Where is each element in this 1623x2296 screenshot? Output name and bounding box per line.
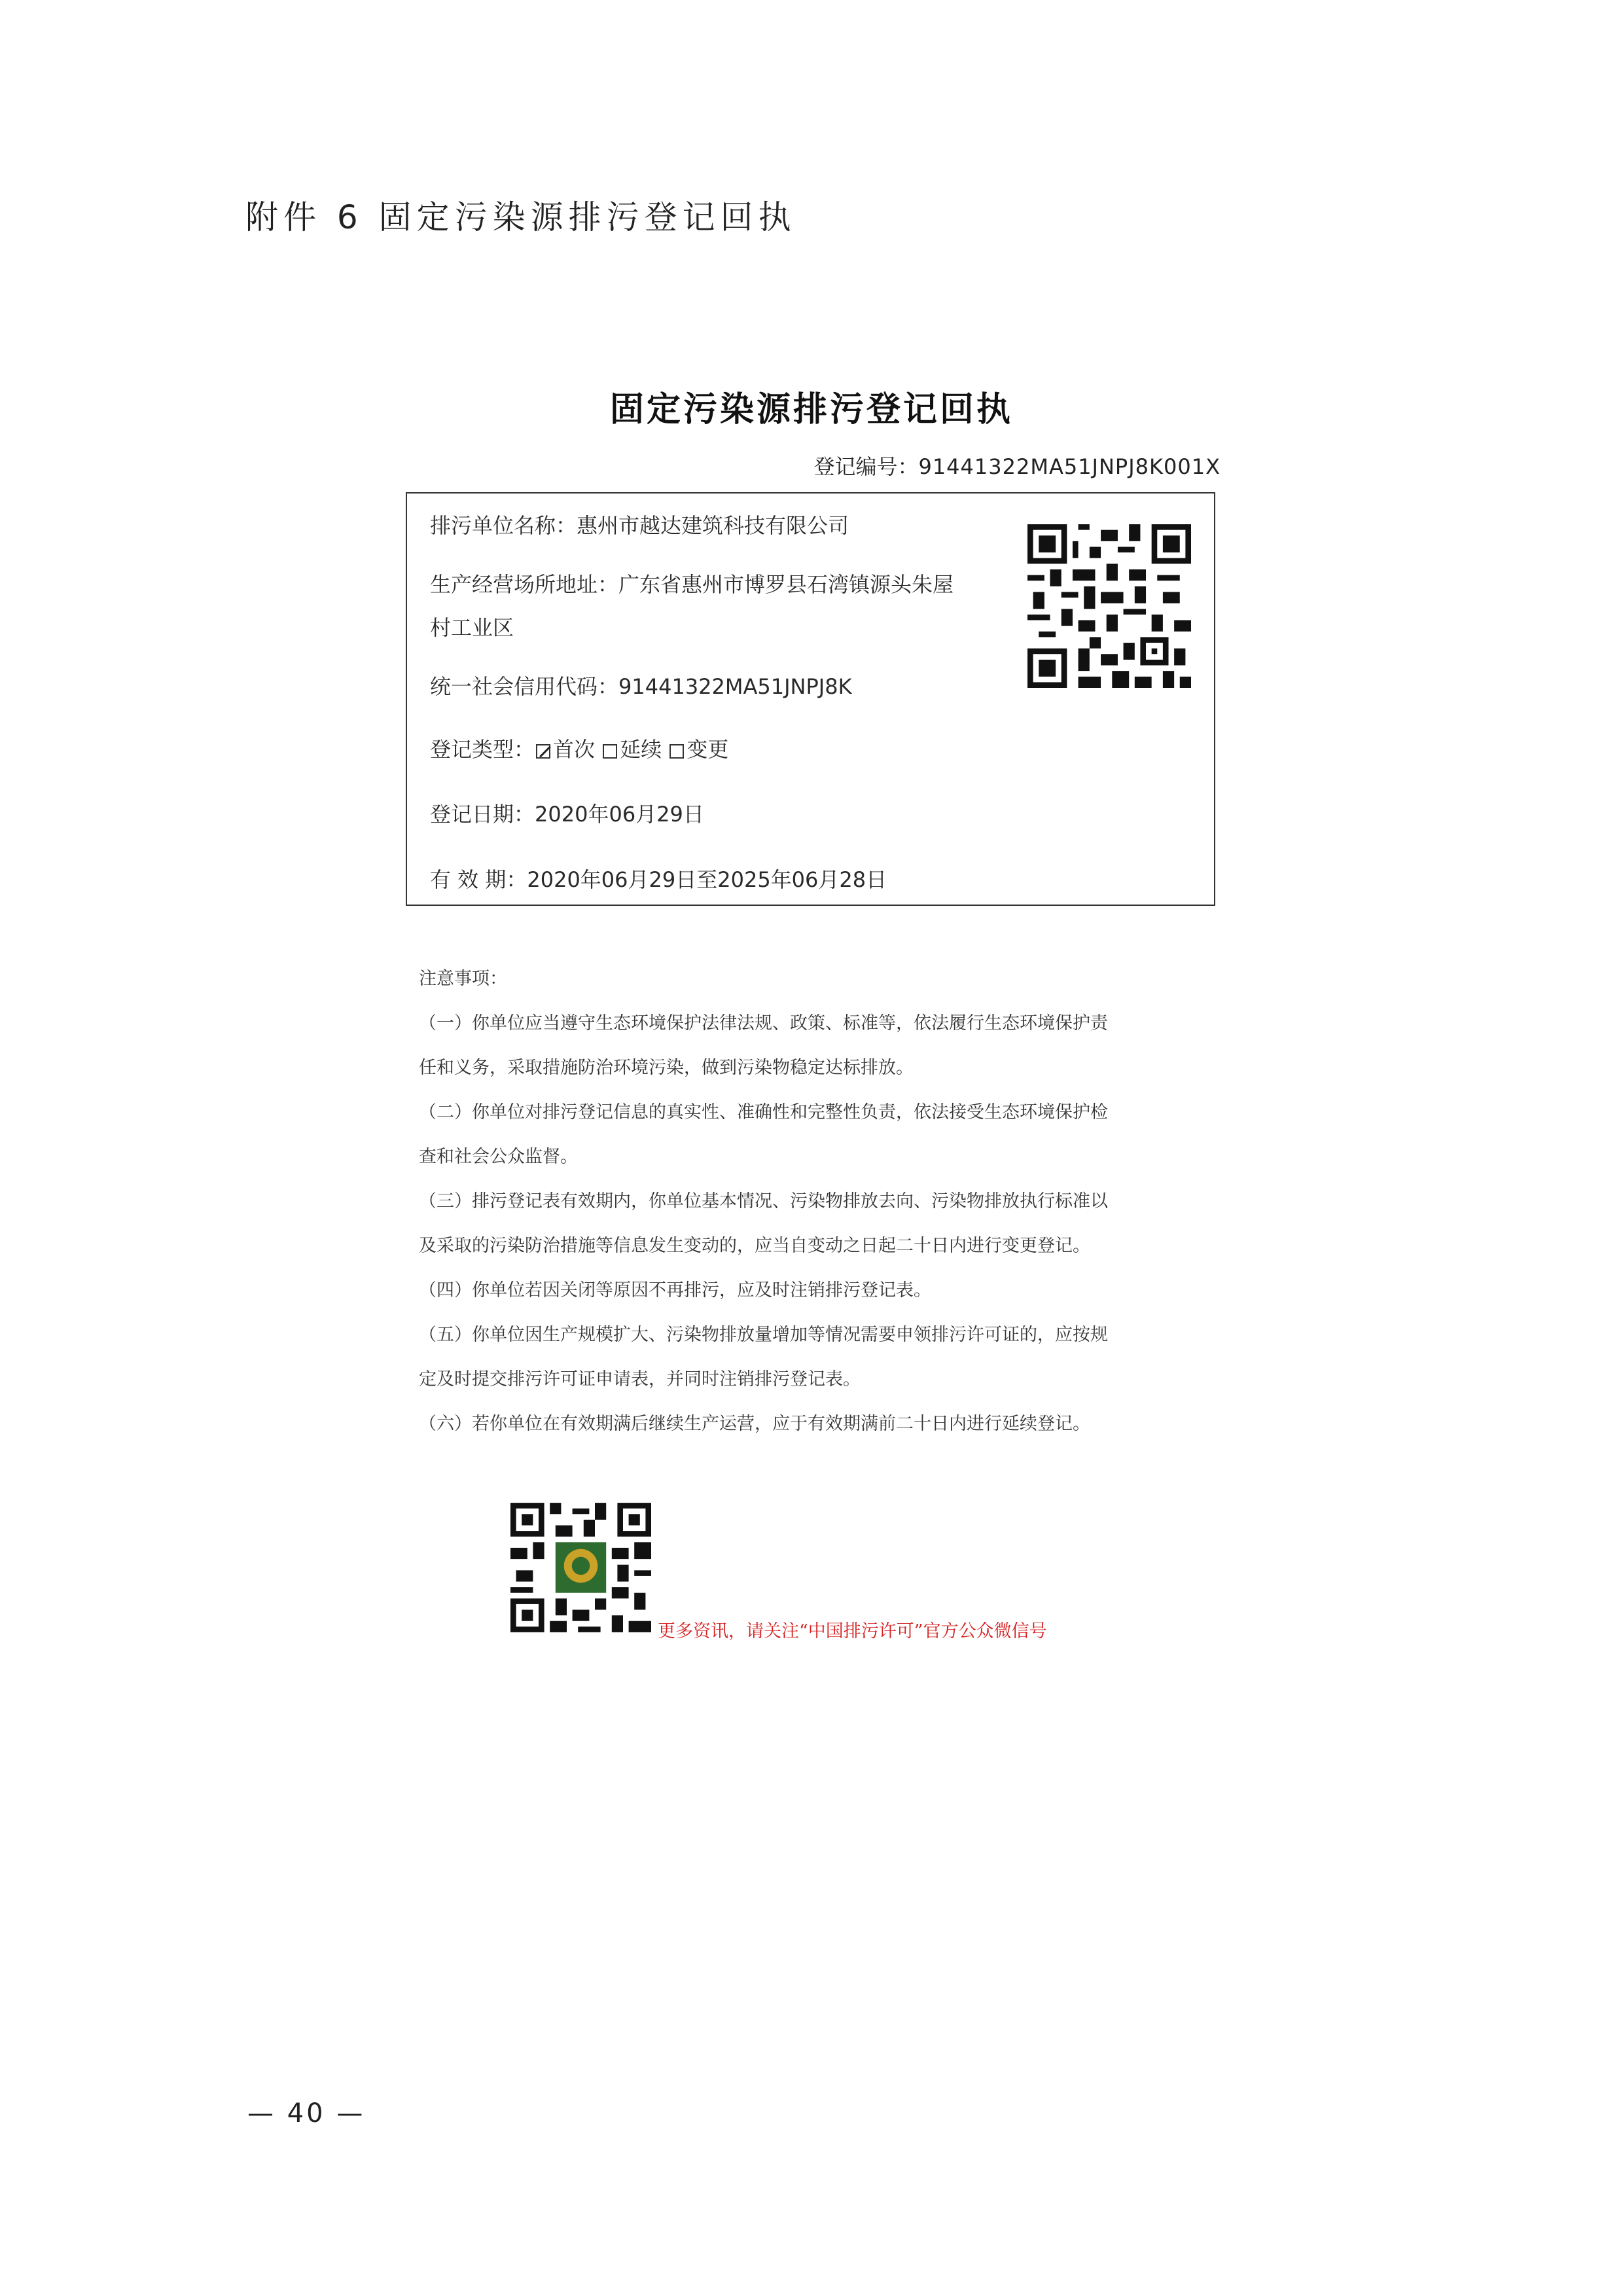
checkbox-first-icon (536, 744, 550, 759)
notice-line: 任和义务，采取措施防治环境污染，做到污染物稳定达标排放。 (419, 1058, 914, 1078)
notice-title: 注意事项： (419, 969, 507, 989)
validity-label: 有 效 期： (430, 867, 527, 892)
registration-info-box (406, 492, 1215, 906)
notice-line: （四）你单位若因关闭等原因不再排污，应及时注销排污登记表。 (419, 1280, 931, 1300)
credit-code-row (430, 670, 852, 700)
address-continuation: 村工业区 (430, 615, 514, 640)
emblem-icon (556, 1542, 606, 1592)
unit-name-value: 惠州市越达建筑科技有限公司 (577, 513, 849, 538)
credit-code-value: 91441322MA51JNPJ8K (618, 674, 852, 699)
registration-number (813, 450, 1221, 480)
wechat-qr-code-icon (510, 1502, 651, 1633)
address-value-line1: 广东省惠州市博罗县石湾镇源头朱屋 (618, 572, 954, 597)
qr-code-icon (1027, 524, 1191, 688)
validity-row (430, 863, 887, 893)
wechat-follow-note: 更多资讯，请关注“中国排污许可”官方公众微信号 (658, 1621, 1047, 1641)
validity-value: 2020年06月29日至2025年06月28日 (527, 867, 887, 892)
registration-date-row (430, 798, 704, 828)
registration-date-value: 2020年06月29日 (535, 802, 704, 827)
notice-line: （一）你单位应当遵守生态环境保护法律法规、政策、标准等，依法履行生态环境保护责 (419, 1013, 1108, 1033)
notice-line: 定及时提交排污许可证申请表，并同时注销排污登记表。 (419, 1369, 861, 1390)
notice-line: （二）你单位对排污登记信息的真实性、准确性和完整性负责，依法接受生态环境保护检 (419, 1102, 1108, 1122)
notice-line: （六）若你单位在有效期满后继续生产运营，应于有效期满前二十日内进行延续登记。 (419, 1414, 1090, 1434)
notice-line: 查和社会公众监督。 (419, 1147, 578, 1167)
page-number: — 40 — (247, 2098, 366, 2128)
option-change: 变更 (687, 737, 729, 762)
registration-number-value: 91441322MA51JNPJ8K001X (918, 454, 1221, 479)
notice-section (419, 957, 1204, 1446)
notice-line: （五）你单位因生产规模扩大、污染物排放量增加等情况需要申领排污许可证的，应按规 (419, 1325, 1108, 1345)
registration-date-label: 登记日期： (430, 802, 535, 827)
checkbox-change-icon (669, 744, 684, 759)
registration-type-row (430, 733, 728, 763)
attachment-heading: 附件 6 固定污染源排污登记回执 (245, 198, 796, 236)
address-label: 生产经营场所地址： (430, 572, 619, 597)
checkbox-renewal-icon (603, 744, 617, 759)
registration-number-label: 登记编号： (813, 454, 919, 479)
option-first: 首次 (553, 737, 596, 762)
option-renewal: 延续 (620, 737, 662, 762)
notice-line: 及采取的污染防治措施等信息发生变动的，应当自变动之日起二十日内进行变更登记。 (419, 1236, 1090, 1256)
credit-code-label: 统一社会信用代码： (430, 674, 619, 699)
address-row (430, 568, 954, 598)
registration-type-label: 登记类型： (430, 737, 535, 762)
unit-name-label: 排污单位名称： (430, 513, 577, 538)
receipt-title: 固定污染源排污登记回执 (609, 390, 1013, 429)
unit-name-row (430, 509, 849, 539)
notice-line: （三）排污登记表有效期内，你单位基本情况、污染物排放去向、污染物排放执行标准以 (419, 1191, 1108, 1211)
